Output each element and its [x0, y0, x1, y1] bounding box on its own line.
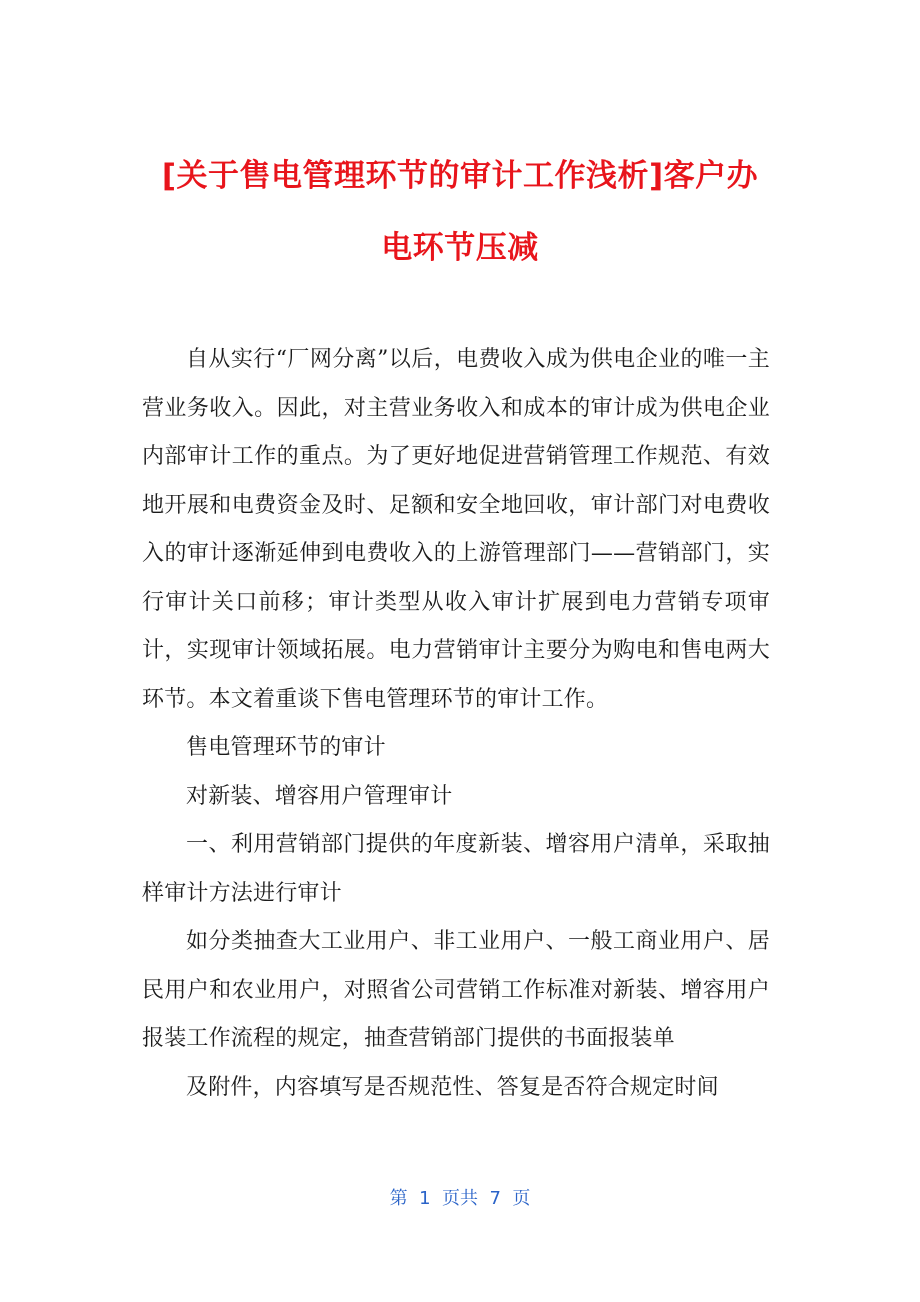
page-footer: 第 1 页共 7 页	[389, 1188, 531, 1209]
paragraph-item-one: 一、利用营销部门提供的年度新装、增容用户清单，采取抽样审计方法进行审计	[142, 832, 770, 906]
document-title-line-1: [关于售电管理环节的审计工作浅析]客户办	[161, 158, 759, 194]
subsection-heading: 对新装、增容用户管理审计	[186, 783, 453, 809]
paragraph-attachments: 及附件，内容填写是否规范性、答复是否符合规定时间	[186, 1074, 719, 1100]
section-heading: 售电管理环节的审计	[186, 735, 386, 760]
document-body	[142, 336, 770, 1112]
document-title-line-2: 电环节压减	[381, 230, 539, 266]
paragraph-intro: 自从实行“厂网分离”以后，电费收入成为供电企业的唯一主营业务收入。因此，对主营业务收入和成本的审计成为供电企业内部审计工作的重点。为了更好地促进营销管理工作规范、有效地开展和电费资金及时、足额和安全地回收，审计部门对电费收入的审计逐渐延伸到电费收入的上游管理部门——营销部门，实行审计关口前移；审计类型从收入审计扩展到电力营销专项审计，实现审计领域拓展。电力营销审计主要分为购电和售电两大环节。本文着重谈下售电管理环节的审计工作。	[142, 347, 770, 712]
paragraph-sampling: 如分类抽查大工业用户、非工业用户、一般工商业用户、居民用户和农业用户，对照省公司营销工作标准对新装、增容用户报装工作流程的规定，抽查营销部门提供的书面报装单	[142, 929, 770, 1051]
